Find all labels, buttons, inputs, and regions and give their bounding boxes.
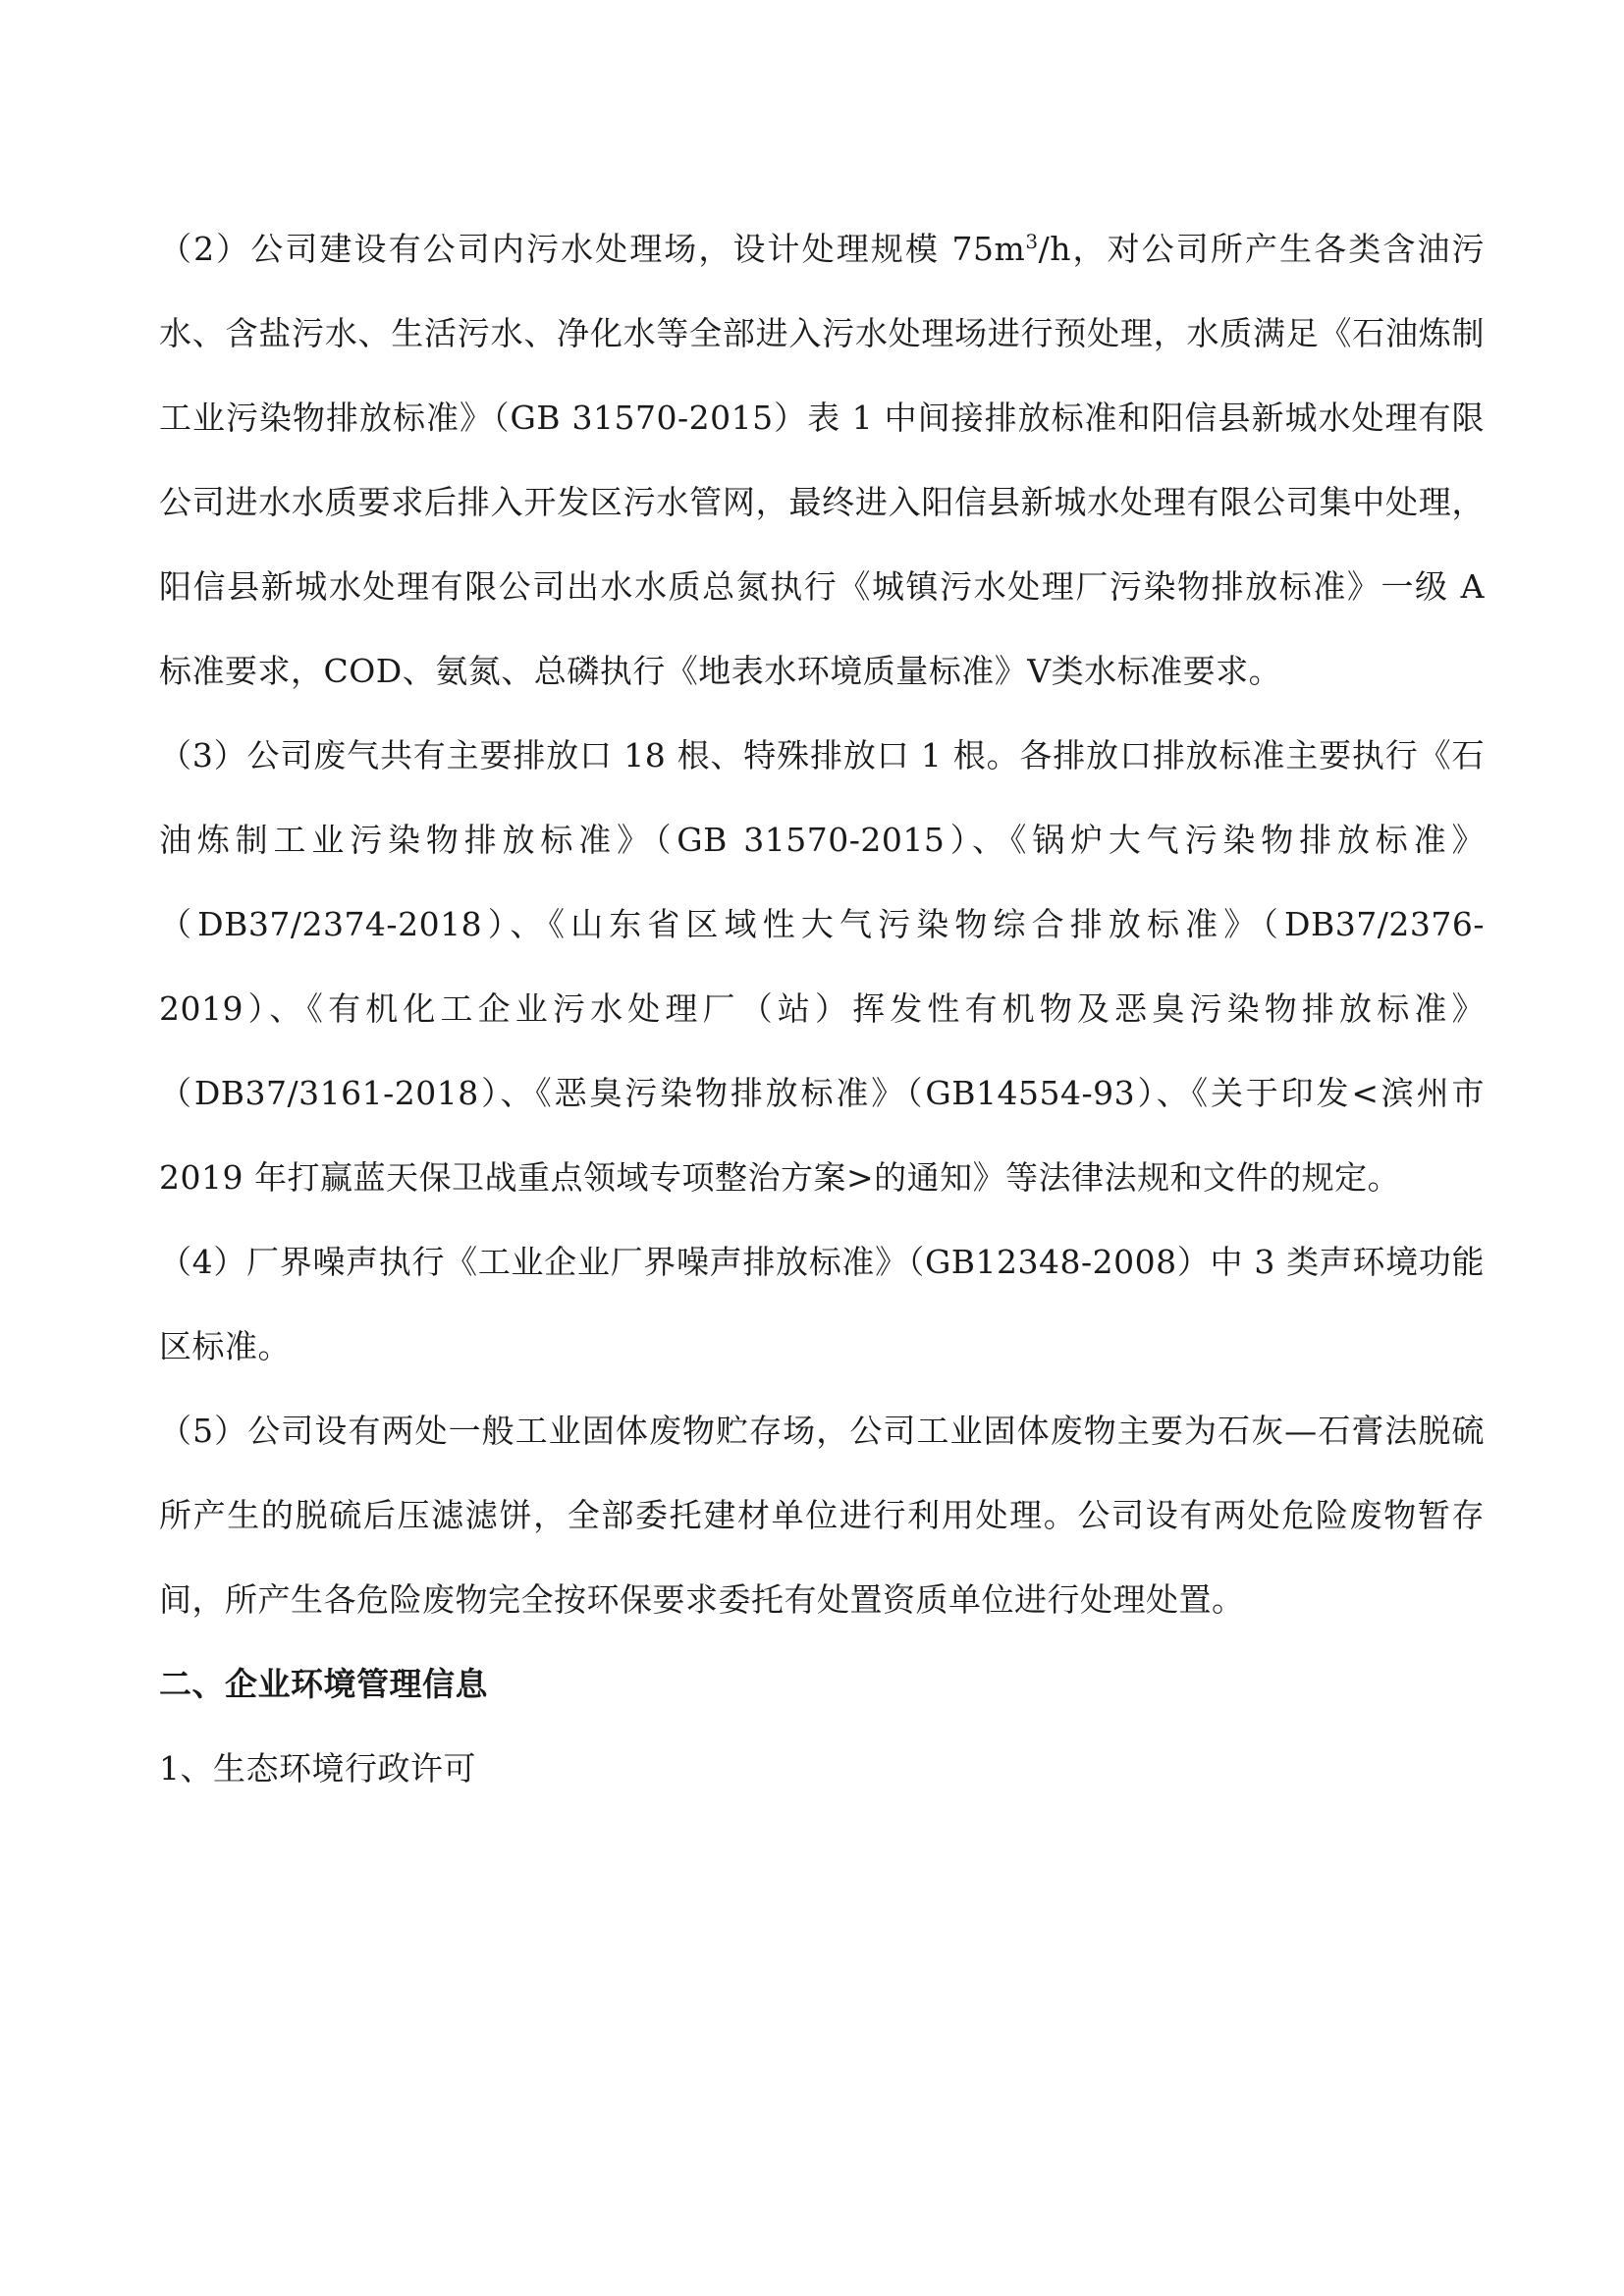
paragraph-wastewater-text-a: （2）公司建设有公司内污水处理场，设计处理规模 75m [159,230,1026,268]
document-body [159,207,1485,1811]
paragraph-exhaust-gas: （3）公司废气共有主要排放口 18 根、特殊排放口 1 根。各排放口排放标准主要执行《石油炼制工业污染物排放标准》（GB 31570-2015）、《锅炉大气污染物排放标准》（DB37/2374-2018）、《山东省区域性大气污染物综合排放标准》（DB37/2376-2019）、《有机化工企业污水处理厂（站）挥发性有机物及恶臭污染物排放标准》（DB37/3161-2018）、《恶臭污染物排放标准》（GB14554-93）、《关于印发<滨州市 2019 年打赢蓝天保卫战重点领域专项整治方案>的通知》等法律法规和文件的规定。 [159,736,1485,1197]
subsection-heading: 1、生态环境行政许可 [159,1749,476,1788]
paragraph-wastewater [159,207,1485,714]
section-heading: 二、企业环境管理信息 [159,1665,488,1703]
paragraph-wastewater-text-b: /h，对公司所产生各类含油污水、含盐污水、生活污水、净化水等全部进入污水处理场进行预处理，水质满足《石油炼制工业污染物排放标准》（GB 31570-2015）表 1 中间接排放标准和阳信县新城水处理有限公司进水水质要求后排入开发区污水管网，最终进入阳信县新城水处理有限公司集中处理，阳信县新城水处理有限公司出水水质总氮执行《城镇污水处理厂污染物排放标准》一级 A 标准要求，COD、氨氮、总磷执行《地表水环境质量标准》Ⅴ类水标准要求。 [159,230,1485,690]
superscript-3: 3 [1025,230,1039,253]
paragraph-solid-waste: （5）公司设有两处一般工业固体废物贮存场，公司工业固体废物主要为石灰—石膏法脱硫所产生的脱硫后压滤滤饼，全部委托建材单位进行利用处理。公司设有两处危险废物暂存间，所产生各危险废物完全按环保要求委托有处置资质单位进行处理处置。 [159,1412,1485,1619]
paragraph-noise: （4）厂界噪声执行《工业企业厂界噪声排放标准》（GB12348-2008）中 3 类声环境功能区标准。 [159,1243,1485,1365]
